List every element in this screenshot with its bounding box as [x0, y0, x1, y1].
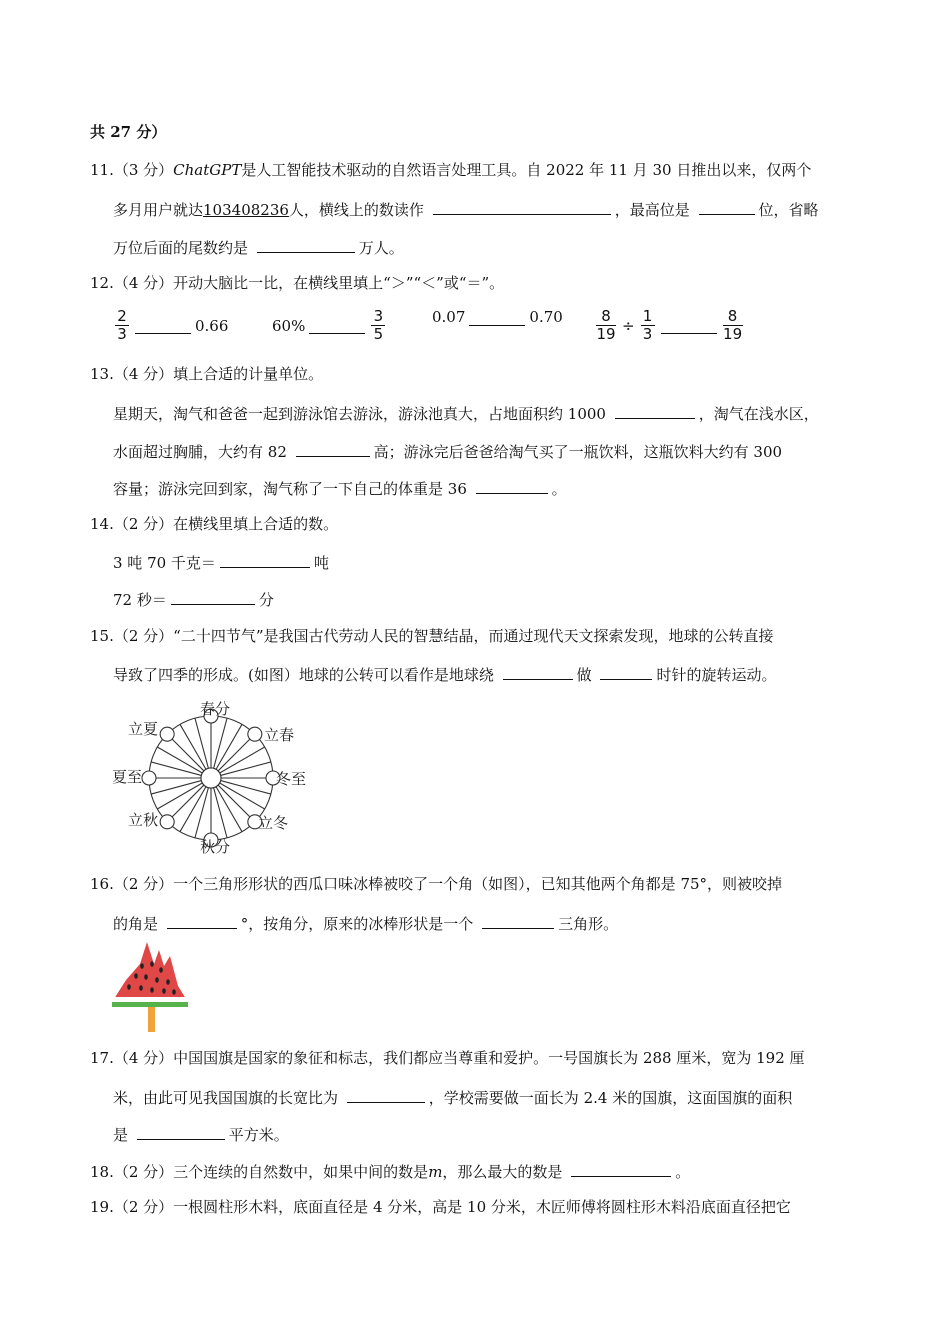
fraction: $\frac{3}{5}$	[371, 308, 385, 343]
answer-blank[interactable]	[309, 317, 365, 334]
answer-blank[interactable]	[296, 440, 370, 457]
question-score: （2 分）	[113, 627, 174, 645]
question-text: 平方米。	[228, 1126, 289, 1144]
question-text: 三个连续的自然数中，如果中间的数是	[173, 1163, 429, 1181]
fraction: $\frac{1}{3}$	[641, 308, 655, 343]
answer-blank[interactable]	[135, 317, 191, 334]
question-number: 19.	[90, 1198, 114, 1216]
question-text: 水面超过胸脯，大约有 82	[113, 443, 287, 461]
watermelon-body	[112, 942, 188, 1002]
answer-blank[interactable]	[571, 1160, 671, 1177]
value: 0.66	[195, 316, 229, 335]
term-lixia: 立夏	[128, 720, 159, 738]
question-text: 的角是	[113, 915, 159, 933]
underlined-number: 103408236	[203, 201, 289, 219]
section-header: 共 27 分）	[90, 123, 167, 141]
question-text: 。	[551, 480, 567, 498]
question-score: （2 分）	[113, 515, 174, 533]
question-text: 万人。	[358, 239, 404, 257]
wheel-spoke	[218, 785, 255, 822]
comparison-2	[272, 308, 387, 343]
question-text: 高；游泳完后爸爸给淘气买了一瓶饮料，这瓶饮料大约有 300	[373, 443, 783, 461]
question-text: ，淘气在浅水区，	[698, 405, 819, 423]
question-text: “二十四节气”是我国古代劳动人民的智慧结晶，而通过现代天文探索发现，地球的公转直接	[173, 627, 774, 645]
question-text: 。	[675, 1163, 691, 1181]
value: 0.07	[432, 308, 466, 326]
term-chunfen: 春分	[200, 700, 231, 718]
answer-blank[interactable]	[482, 912, 554, 929]
answer-blank[interactable]	[220, 551, 310, 568]
term-dongzhi: 冬至	[276, 770, 307, 788]
question-text: 分	[258, 591, 274, 609]
wheel-spoke	[167, 785, 204, 822]
term-liqiu: 立秋	[128, 811, 159, 829]
term-xiazhi: 夏至	[112, 768, 143, 786]
earth-position-icon	[248, 727, 262, 741]
fraction: $\frac{2}{3}$	[115, 308, 129, 343]
question-text: 72 秒＝	[113, 591, 167, 609]
question-number: 12.	[90, 274, 114, 292]
question-text: 三角形。	[558, 915, 619, 933]
term-lidong: 立冬	[258, 814, 289, 832]
question-text: 米，由此可见我国国旗的长宽比为	[113, 1089, 339, 1107]
fraction: $\frac{8}{19}$	[596, 307, 616, 343]
question-text: 多月用户就达	[113, 201, 204, 219]
question-score: （2 分）	[113, 875, 174, 893]
comparison-4	[594, 308, 745, 343]
question-score: （4 分）	[113, 274, 174, 292]
question-text: 一个三角形形状的西瓜口味冰棒被咬了一个角（如图），已知其他两个角都是 75°，则被咬掉	[173, 875, 783, 893]
answer-blank[interactable]	[469, 309, 525, 326]
solar-terms-diagram	[108, 694, 328, 860]
question-text: 是人工智能技术驱动的自然语言处理工具。自 2022 年 11 月 30 日推出以来，仅两个	[241, 161, 812, 179]
divide-sign: ÷	[622, 316, 635, 335]
wheel-spoke	[218, 734, 255, 771]
question-text: 填上合适的计量单位。	[173, 365, 324, 383]
brand-text: ChatGPT	[173, 161, 242, 179]
question-text: 导致了四季的形成。(如图）地球的公转可以看作是地球绕	[113, 666, 494, 684]
question-text: 在横线里填上合适的数。	[173, 515, 339, 533]
question-text: 是	[113, 1126, 129, 1144]
fraction: $\frac{8}{19}$	[723, 307, 743, 343]
answer-blank[interactable]	[347, 1086, 425, 1103]
question-number: 17.	[90, 1049, 114, 1067]
question-text: 3 吨 70 千克＝	[113, 554, 216, 572]
question-text: ，学校需要做一面长为 2.4 米的国旗，这面国旗的面积	[428, 1089, 793, 1107]
comparison-3	[432, 308, 563, 326]
question-text: 人，横线上的数读作	[288, 201, 424, 219]
question-text: 容量；游泳完回到家，淘气称了一下自己的体重是 36	[113, 480, 467, 498]
answer-blank[interactable]	[171, 588, 255, 605]
question-score: （3 分）	[113, 161, 174, 179]
answer-blank[interactable]	[476, 477, 548, 494]
question-text: 万位后面的尾数约是	[113, 239, 249, 257]
term-lichun: 立春	[264, 726, 295, 744]
question-text: 一根圆柱形木料，底面直径是 4 分米，高是 10 分米，木匠师傅将圆柱形木料沿底面直径把它	[173, 1198, 791, 1216]
question-text: 开动大脑比一比，在横线里填上“＞”“＜”或“＝”。	[173, 274, 505, 292]
watermelon-popsicle-image	[112, 942, 192, 1034]
question-text: ，那么最大的数是	[442, 1163, 563, 1181]
question-number: 18.	[90, 1163, 114, 1181]
earth-position-icon	[160, 727, 174, 741]
question-text: ，最高位是	[614, 201, 690, 219]
variable-m: m	[428, 1163, 443, 1181]
question-score: （2 分）	[113, 1198, 174, 1216]
answer-blank[interactable]	[615, 402, 695, 419]
question-score: （2 分）	[113, 1163, 174, 1181]
question-number: 15.	[90, 627, 114, 645]
term-qiufen: 秋分	[200, 838, 231, 856]
question-score: （4 分）	[113, 365, 174, 383]
earth-position-icon	[160, 815, 174, 829]
wheel-spoke	[167, 734, 204, 771]
answer-blank[interactable]	[661, 317, 717, 334]
watermelon-rind	[112, 1002, 188, 1007]
question-text: 做	[576, 666, 592, 684]
question-text: 中国国旗是国家的象征和标志，我们都应当尊重和爱护。一号国旗长为 288 厘米，宽为 192 厘	[173, 1049, 805, 1067]
question-number: 13.	[90, 365, 114, 383]
question-text: 吨	[313, 554, 329, 572]
question-text: 星期天，淘气和爸爸一起到游泳馆去游泳，游泳池真大，占地面积约 1000	[113, 405, 606, 423]
answer-blank[interactable]	[137, 1123, 225, 1140]
question-text: 位，省略	[758, 201, 819, 219]
question-score: （4 分）	[113, 1049, 174, 1067]
question-number: 11.	[90, 161, 114, 179]
question-text: 时针的旋转运动。	[656, 666, 777, 684]
sun-center	[201, 768, 221, 788]
value: 60%	[272, 316, 306, 335]
answer-blank[interactable]	[699, 198, 755, 215]
question-number: 14.	[90, 515, 114, 533]
answer-blank[interactable]	[433, 198, 611, 215]
answer-blank[interactable]	[503, 663, 573, 680]
question-text: °，按角分，原来的冰棒形状是一个	[240, 915, 474, 933]
earth-position-icon	[142, 771, 156, 785]
value: 0.70	[529, 308, 563, 326]
answer-blank[interactable]	[167, 912, 237, 929]
answer-blank[interactable]	[257, 236, 355, 253]
comparison-1	[113, 308, 228, 343]
question-number: 16.	[90, 875, 114, 893]
answer-blank[interactable]	[600, 663, 652, 680]
